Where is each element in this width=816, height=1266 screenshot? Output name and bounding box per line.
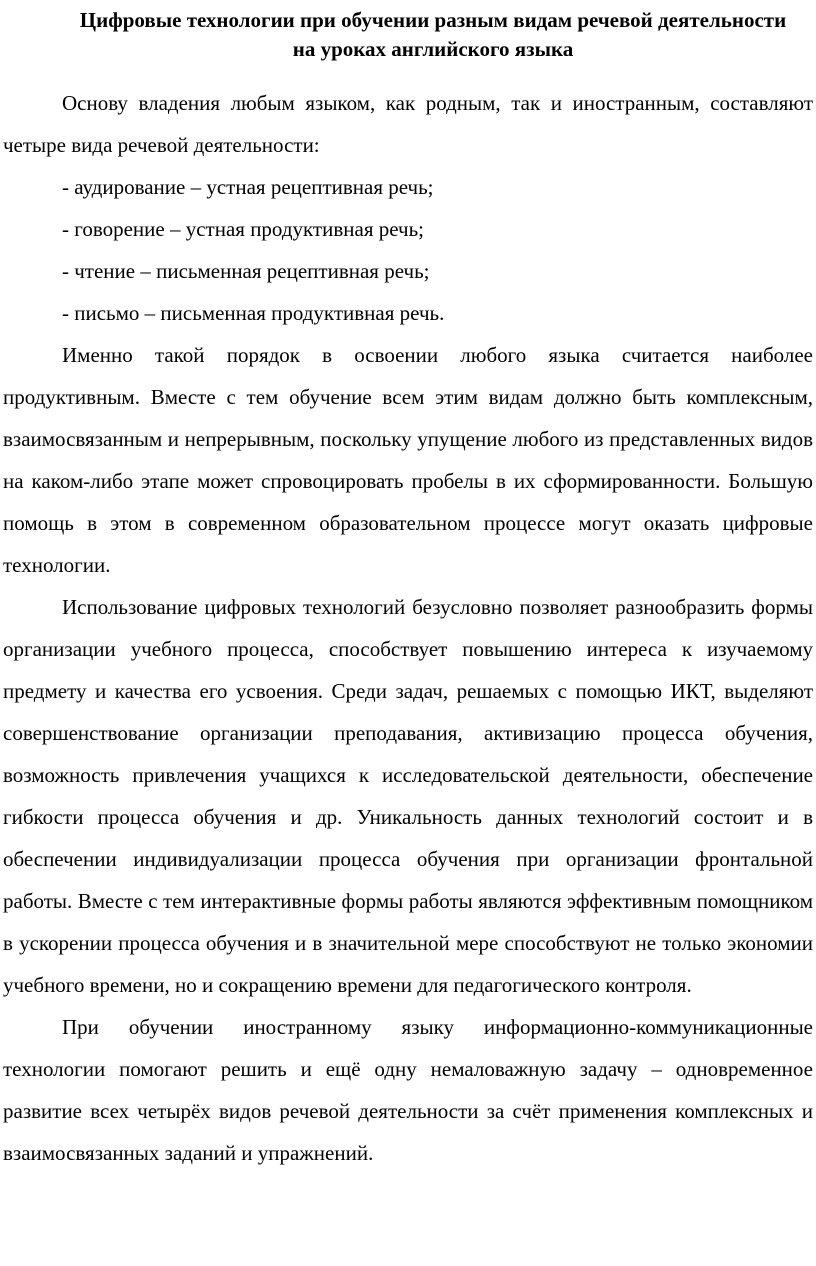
list-item: - аудирование – устная рецептивная речь; — [62, 175, 434, 199]
speech-activity-list — [3, 166, 813, 334]
intro-paragraph: Основу владения любым языком, как родным, так и иностранным, составляют четыре вида речевой деятельности: — [3, 91, 813, 157]
list-item: - говорение – устная продуктивная речь; — [62, 217, 425, 241]
document-page — [3, 0, 813, 1174]
document-body — [3, 82, 813, 1174]
body-paragraph: Использование цифровых технологий безусловно позволяет разнообразить формы организации учебного процесса, способствует повышению интереса к изучаемому предмету и качества его усвоения. Среди задач, решаемых с помощью ИКТ, выделяют совершенствование организации преподавания, активизацию процесса обучения, возможность привлечения учащихся к исследовательской деятельности, обеспечение гибкости процесса обучения и др. Уникальность данных технологий состоит и в обеспечении индивидуализации процесса обучения при организации фронтальной работы. Вместе с тем интерактивные формы работы являются эффективным помощником в ускорении процесса обучения и в значительной мере способствуют не только экономии учебного времени, но и сокращению времени для педагогического контроля. — [3, 595, 813, 997]
body-paragraph: При обучении иностранному языку информационно-коммуникационные технологии помогают решить и ещё одну немаловажную задачу – одновременное развитие всех четырёх видов речевой деятельности за счёт применения комплексных и взаимосвязанных заданий и упражнений. — [3, 1015, 813, 1165]
document-title: Цифровые технологии при обучении разным видам речевой деятельности на уроках английского языка — [79, 8, 787, 61]
body-paragraph: Именно такой порядок в освоении любого языка считается наиболее продуктивным. Вместе с тем обучение всем этим видам должно быть комплексным, взаимосвязанным и непрерывным, поскольку упущение любого из представленных видов на каком-либо этапе может спровоцировать пробелы в их сформированности. Большую помощь в этом в современном образовательном процессе могут оказать цифровые технологии. — [3, 343, 813, 577]
list-item: - чтение – письменная рецептивная речь; — [62, 259, 430, 283]
list-item: - письмо – письменная продуктивная речь. — [62, 301, 445, 325]
